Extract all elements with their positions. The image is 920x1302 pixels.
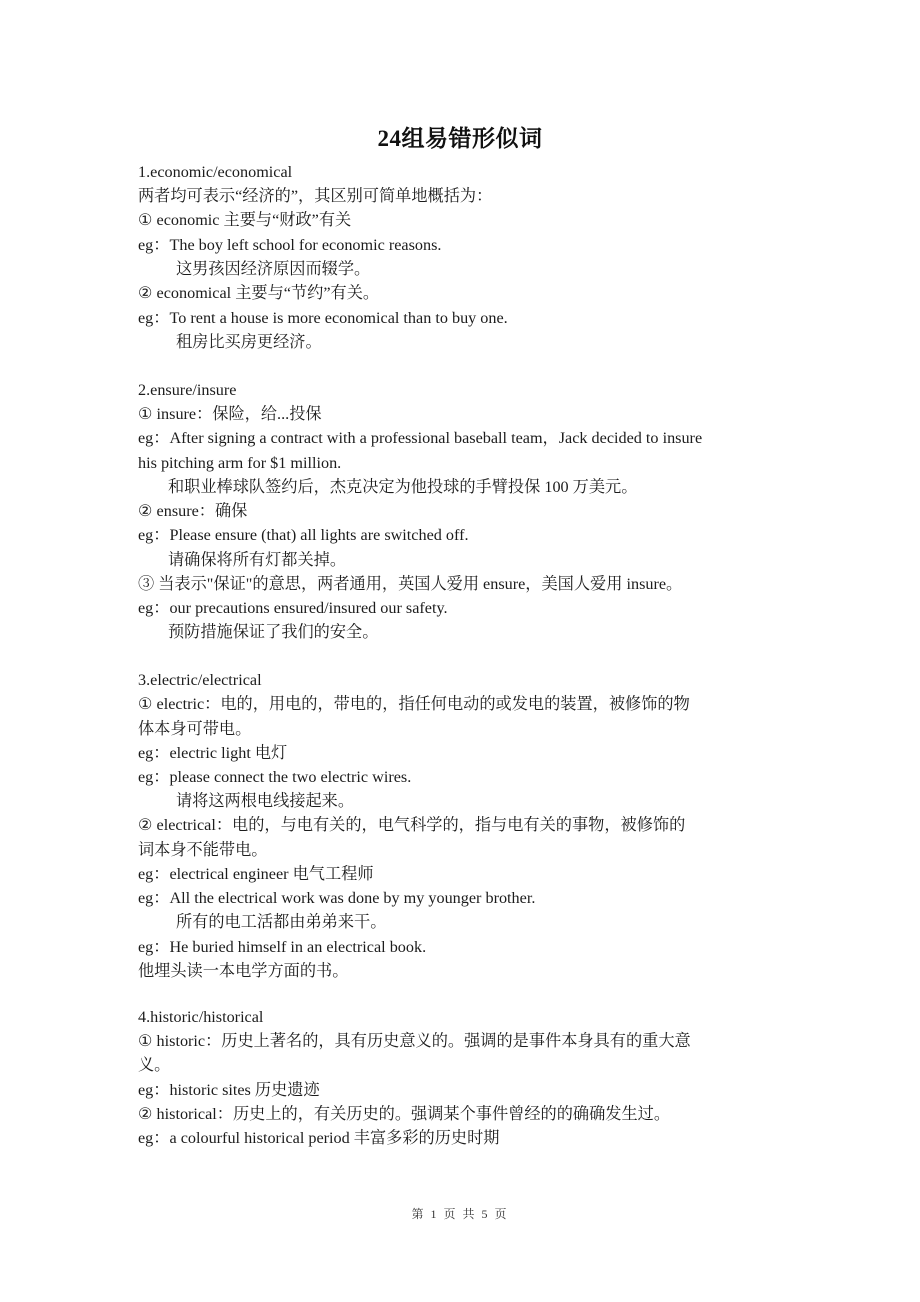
definition-point: ① insure：保险，给...投保 xyxy=(138,405,322,423)
definition-point: ① historic：历史上著名的，具有历史意义的。强调的是事件本身具有的重大意 xyxy=(138,1032,691,1050)
definition-point: ① electric：电的，用电的，带电的，指任何电动的或发电的装置，被修饰的物 xyxy=(138,695,690,713)
translation-line: 请确保将所有灯都关掉。 xyxy=(168,551,347,569)
example-sentence: eg：Please ensure (that) all lights are switched off. xyxy=(138,526,469,544)
section-heading: 4.historic/historical xyxy=(138,1008,264,1026)
translation-line: 请将这两根电线接起来。 xyxy=(176,792,355,810)
definition-point: ② electrical：电的，与电有关的，电气科学的，指与电有关的事物，被修饰的 xyxy=(138,816,686,834)
definition-point: ② economical 主要与“节约”有关。 xyxy=(138,284,380,302)
document-title: 24组易错形似词 xyxy=(377,126,543,151)
body-text: 词本身不能带电。 xyxy=(138,841,268,859)
section-heading: 2.ensure/insure xyxy=(138,381,237,399)
section-heading: 1.economic/economical xyxy=(138,163,293,181)
translation-line: 和职业棒球队签约后，杰克决定为他投球的手臂投保 100 万美元。 xyxy=(168,478,638,496)
translation-line: 所有的电工活都由弟弟来干。 xyxy=(176,913,387,931)
definition-point: ② historical：历史上的，有关历史的。强调某个事件曾经的的确确发生过。 xyxy=(138,1105,671,1123)
translation-line: 他埋头读一本电学方面的书。 xyxy=(138,962,349,980)
definition-point: ③ 当表示"保证"的意思，两者通用，英国人爱用 ensure，美国人爱用 insure。 xyxy=(138,575,683,593)
example-sentence: eg：electrical engineer 电气工程师 xyxy=(138,865,374,883)
example-sentence: eg：historic sites 历史遗迹 xyxy=(138,1081,320,1099)
body-text: 体本身可带电。 xyxy=(138,720,252,738)
page-footer: 第 1 页 共 5 页 xyxy=(411,1207,509,1221)
section-heading: 3.electric/electrical xyxy=(138,671,262,689)
body-text: 义。 xyxy=(138,1056,171,1074)
translation-line: 预防措施保证了我们的安全。 xyxy=(168,623,379,641)
example-sentence: eg：He buried himself in an electrical book. xyxy=(138,938,427,956)
example-sentence: eg：To rent a house is more economical than to buy one. xyxy=(138,309,508,327)
translation-line: 这男孩因经济原因而辍学。 xyxy=(176,260,371,278)
example-sentence: eg：please connect the two electric wires. xyxy=(138,768,412,786)
example-sentence: eg：electric light 电灯 xyxy=(138,744,288,762)
example-sentence: eg：All the electrical work was done by my younger brother. xyxy=(138,889,536,907)
definition-point: ① economic 主要与“财政”有关 xyxy=(138,211,352,229)
translation-line: 租房比买房更经济。 xyxy=(176,333,322,351)
example-sentence: eg：our precautions ensured/insured our safety. xyxy=(138,599,448,617)
example-sentence: his pitching arm for $1 million. xyxy=(138,454,342,472)
example-sentence: eg：a colourful historical period 丰富多彩的历史时期 xyxy=(138,1129,500,1147)
body-text: 两者均可表示“经济的”，其区别可简单地概括为： xyxy=(138,187,493,205)
example-sentence: eg：After signing a contract with a professional baseball team，Jack decided to insure xyxy=(138,429,703,447)
example-sentence: eg：The boy left school for economic reasons. xyxy=(138,236,442,254)
definition-point: ② ensure：确保 xyxy=(138,502,248,520)
